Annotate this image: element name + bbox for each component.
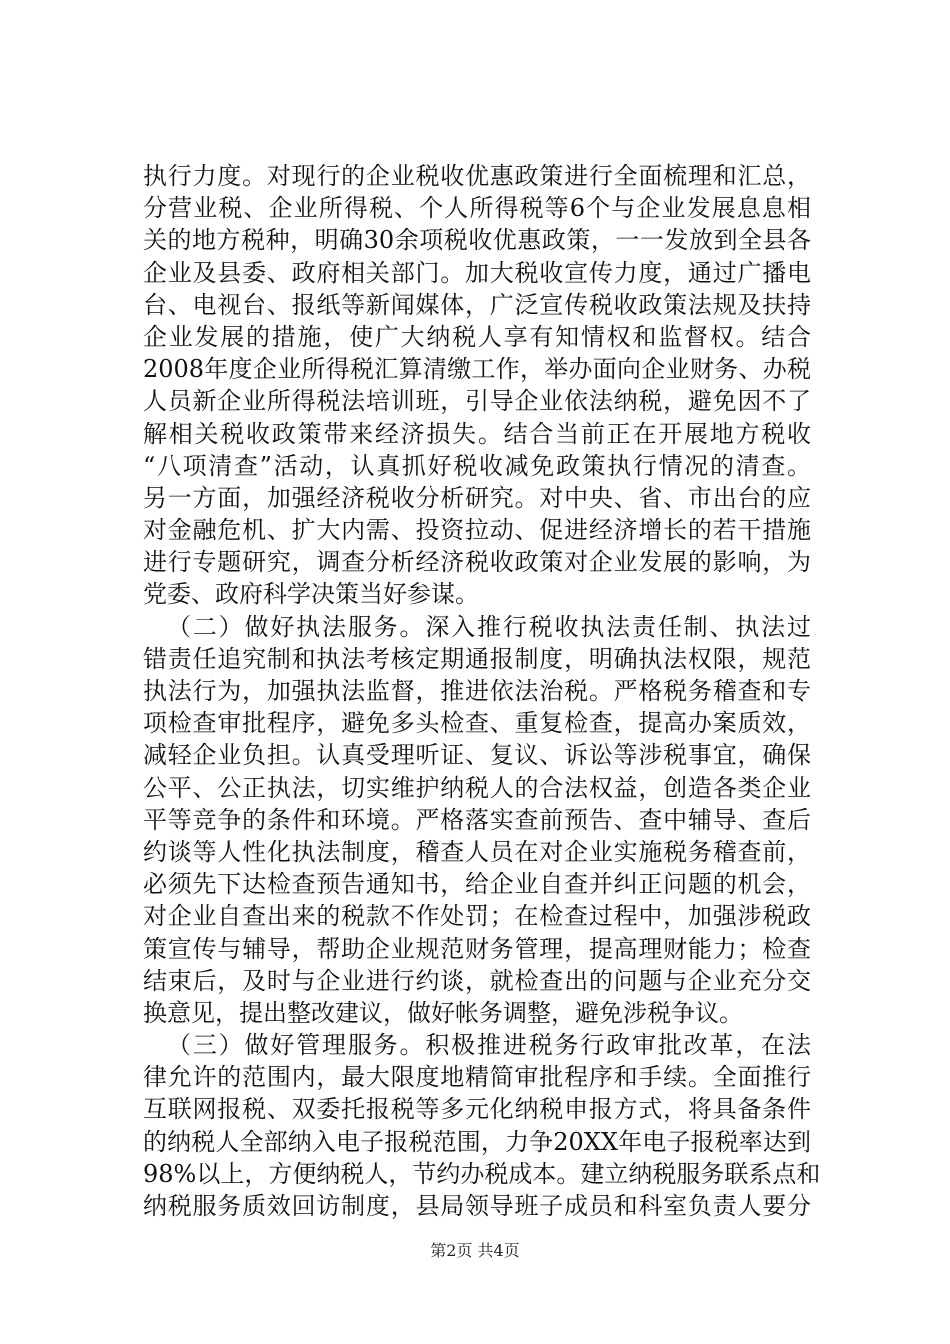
text-line: 结束后，及时与企业进行约谈，就检查出的问题与企业充分交	[143, 966, 811, 995]
text-line: 对金融危机、扩大内需、投资拉动、促进经济增长的若干措施	[143, 516, 811, 545]
text-line: 98%以上，方便纳税人，节约办税成本。建立纳税服务联系点和	[143, 1159, 821, 1188]
paragraph-1	[143, 160, 811, 611]
text-line: 律允许的范围内，最大限度地精简审批程序和手续。全面推行	[143, 1063, 811, 1092]
paragraph-3	[143, 1029, 821, 1222]
page-number-footer	[0, 1238, 950, 1261]
text-line: 分营业税、企业所得税、个人所得税等6个与企业发展息息相	[143, 194, 811, 223]
text-line: 进行专题研究，调查分析经济税收政策对企业发展的影响，为	[143, 548, 811, 577]
text-line: 企业及县委、政府相关部门。加大税收宣传力度，通过广播电	[143, 258, 811, 287]
text-line: 2008年度企业所得税汇算清缴工作，举办面向企业财务、办税	[143, 355, 811, 384]
text-line: （二）做好执法服务。深入推行税收执法责任制、执法过	[167, 612, 811, 641]
text-line: 纳税服务质效回访制度，县局领导班子成员和科室负责人要分	[143, 1192, 811, 1220]
text-line: “八项清查”活动，认真抓好税收减免政策执行情况的清查。	[143, 451, 811, 480]
text-line: 公平、公正执法，切实维护纳税人的合法权益，创造各类企业	[143, 773, 811, 802]
text-line: （三）做好管理服务。积极推进税务行政审批改革，在法	[167, 1031, 811, 1060]
text-line: 项检查审批程序，避免多头检查、重复检查，提高办案质效，	[143, 709, 811, 738]
text-line: 另一方面，加强经济税收分析研究。对中央、省、市出台的应	[143, 483, 811, 512]
text-line: 对企业自查出来的税款不作处罚；在检查过程中，加强涉税政	[143, 902, 811, 931]
text-line: 必须先下达检查预告通知书，给企业自查并纠正问题的机会，	[143, 870, 811, 899]
text-line: 减轻企业负担。认真受理听证、复议、诉讼等涉税事宜，确保	[143, 741, 811, 770]
text-line: 解相关税收政策带来经济损失。结合当前正在开展地方税收	[143, 419, 811, 448]
text-line: 互联网报税、双委托报税等多元化纳税申报方式，将具备条件	[143, 1095, 811, 1124]
text-line: 平等竞争的条件和环境。严格落实查前预告、查中辅导、查后	[143, 805, 811, 834]
text-line: 错责任追究制和执法考核定期通报制度，明确执法权限，规范	[143, 644, 811, 673]
page-number-label: 第2页 共4页	[430, 1241, 520, 1260]
text-line: 党委、政府科学决策当好参谋。	[143, 580, 479, 609]
paragraph-2	[143, 611, 811, 1029]
text-line: 台、电视台、报纸等新闻媒体，广泛宣传税收政策法规及扶持	[143, 290, 811, 319]
text-line: 的纳税人全部纳入电子报税范围，力争20XX年电子报税率达到	[143, 1127, 811, 1156]
text-line: 企业发展的措施，使广大纳税人享有知情权和监督权。结合	[143, 322, 811, 351]
text-line: 约谈等人性化执法制度，稽查人员在对企业实施税务稽查前，	[143, 837, 811, 866]
document-body	[143, 160, 821, 1222]
text-line: 策宣传与辅导，帮助企业规范财务管理，提高理财能力；检查	[143, 934, 811, 963]
text-line: 执行力度。对现行的企业税收优惠政策进行全面梳理和汇总，	[143, 162, 811, 190]
text-line: 执法行为，加强执法监督，推进依法治税。严格税务稽查和专	[143, 677, 811, 705]
text-line: 人员新企业所得税法培训班，引导企业依法纳税，避免因不了	[143, 387, 811, 416]
text-line: 关的地方税种，明确30余项税收优惠政策，一一发放到全县各	[143, 226, 811, 255]
text-line: 换意见，提出整改建议，做好帐务调整，避免涉税争议。	[143, 998, 743, 1027]
